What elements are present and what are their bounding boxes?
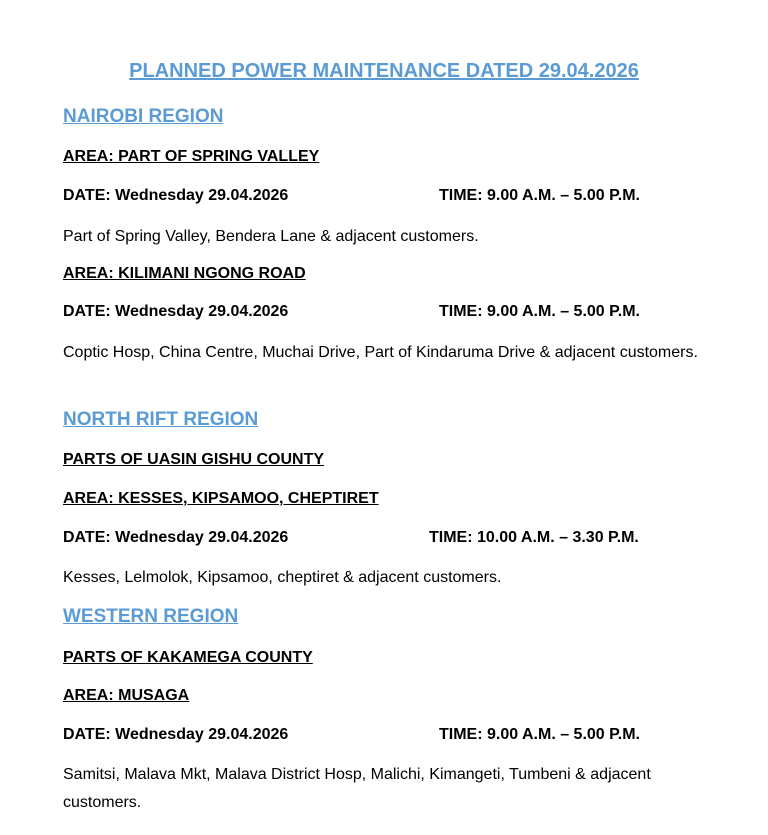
date-label: DATE: Wednesday 29.04.2026	[63, 529, 289, 546]
area-description: Coptic Hosp, China Centre, Muchai Drive, Part of Kindaruma Drive & adjacent customers.	[63, 344, 698, 361]
time-label: TIME: 9.00 A.M. – 5.00 P.M.	[439, 726, 640, 743]
area-heading: AREA: KESSES, KIPSAMOO, CHEPTIRET	[63, 490, 379, 507]
area-heading: AREA: KILIMANI NGONG ROAD	[63, 265, 306, 282]
area-description: Kesses, Lelmolok, Kipsamoo, cheptiret & adjacent customers.	[63, 569, 502, 586]
time-label: TIME: 9.00 A.M. – 5.00 P.M.	[439, 187, 640, 204]
area-heading: AREA: MUSAGA	[63, 687, 190, 704]
county-heading: PARTS OF KAKAMEGA COUNTY	[63, 649, 313, 666]
area-description: Part of Spring Valley, Bendera Lane & adjacent customers.	[63, 228, 479, 245]
region-heading-nairobi: NAIROBI REGION	[63, 106, 224, 127]
region-heading-western: WESTERN REGION	[63, 606, 239, 627]
area-description: Samitsi, Malava Mkt, Malava District Hosp, Malichi, Kimangeti, Tumbeni & adjacent customers.	[63, 766, 651, 811]
region-heading-north-rift: NORTH RIFT REGION	[63, 409, 259, 430]
date-label: DATE: Wednesday 29.04.2026	[63, 726, 289, 743]
date-label: DATE: Wednesday 29.04.2026	[63, 187, 289, 204]
date-label: DATE: Wednesday 29.04.2026	[63, 303, 289, 320]
time-label: TIME: 10.00 A.M. – 3.30 P.M.	[429, 529, 639, 546]
area-heading: AREA: PART OF SPRING VALLEY	[63, 148, 320, 165]
document-title: PLANNED POWER MAINTENANCE DATED 29.04.2026	[129, 60, 639, 82]
county-heading: PARTS OF UASIN GISHU COUNTY	[63, 451, 325, 468]
time-label: TIME: 9.00 A.M. – 5.00 P.M.	[439, 303, 640, 320]
